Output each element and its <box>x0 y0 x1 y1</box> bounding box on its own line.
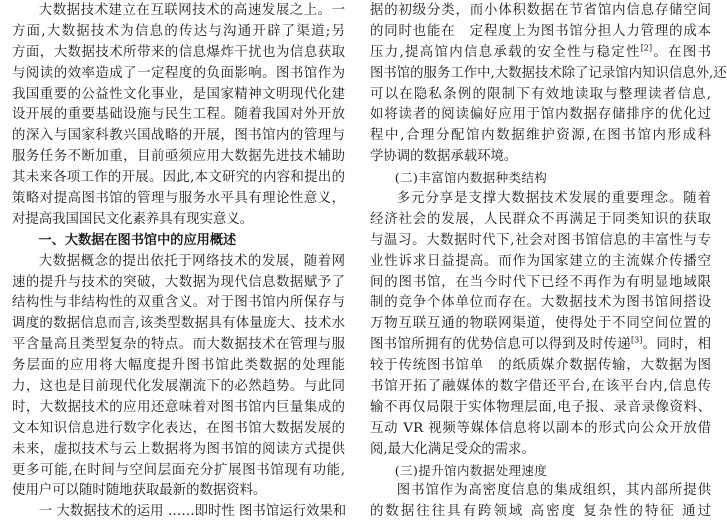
paragraph-line: 其未来各项工作的开展。因此,本文研究的内容和提出的 <box>12 170 345 186</box>
paragraph-line: 程中,合理分配馆内数据维护资源,在图书馆内形成科 <box>370 128 711 144</box>
paragraph-line: 的深入与国家科教兴国战略的开展，图书馆内的管理与 <box>12 128 345 144</box>
paragraph-line-with-footnote <box>370 335 711 356</box>
paragraph-line: 经济社会的发展，人民群众不再满足于同类知识的获取 <box>370 211 711 227</box>
paragraph-line: 更多可能,在时间与空间层面充分扩展图书馆现有功能, <box>12 462 345 478</box>
paragraph-line: 文本知识信息进行数字化表达，在图书馆大数据发展的 <box>12 420 345 436</box>
footnote-ref: [3] <box>630 335 643 345</box>
paragraph-line: 结构性与非结构性的双重含义。对于图书馆内所保存与 <box>12 295 345 311</box>
paragraph-line: 业性诉求日益提高。而作为国家建立的主流媒介传播空 <box>370 253 711 269</box>
footnote-ref: [2] <box>640 43 653 53</box>
paragraph-line: 互动 VR 视频等媒体信息将以副本的形式向公众开放借 <box>370 420 711 436</box>
paragraph-line: 制的竞争个体单位而存在。大数据技术为图书馆间搭设 <box>370 295 711 311</box>
paragraph-line: 方面,大数据技术为信息的传达与沟通开辟了渠道;另 <box>12 23 345 39</box>
paragraph-line: 务层面的应用将大幅度提升图书馆此类数据的处理能 <box>12 358 345 374</box>
paragraph-line: 与温习。大数据时代下,社会对图书馆信息的丰富性与专 <box>370 232 711 248</box>
paragraph-line: 速的提升与技术的突破，大数据为现代信息数据赋予了 <box>12 274 345 290</box>
paragraph-line-cut: 一 大数据技术的运用 ……即时性 图书馆运行效果和 <box>38 504 347 520</box>
paragraph-line: 多元分享是支撑大数据技术发展的重要理念。随着 <box>396 191 711 207</box>
line-text: 图书馆所拥有的优势信息可以得到及时传递 <box>370 337 631 353</box>
paragraph-line: 与阅读的效率造成了一定程度的负面影响。图书馆作为 <box>12 65 345 81</box>
paragraph-line: 大数据技术建立在互联网技术的高速发展之上。一 <box>38 3 345 18</box>
paragraph-line: 调度的数据信息而言,该类型数据具有体量庞大、技术水 <box>12 316 345 332</box>
paragraph-line: 对提高我国国民文化素养具有现实意义。 <box>12 211 254 227</box>
paragraph-line-cut: 的数据往往具有跨领域 高密度 复杂性的特征 通过 <box>370 504 711 520</box>
left-column <box>12 0 347 520</box>
line-text: 。同时，相 <box>642 337 712 353</box>
paragraph-line: 学协调的数据承载环境。 <box>370 149 518 165</box>
paragraph-line: 服务任务不断加重，目前亟须应用大数据先进技术辅助 <box>12 149 345 165</box>
paragraph-line: 力，这也是目前现代化发展潮流下的必然趋势。与此同 <box>12 379 345 395</box>
paragraph-line: 可以在隐私条例的限制下有效地读取与整理读者信息, <box>370 86 711 102</box>
paragraph-line: 如将读者的阅读偏好应用于馆内数据存储排序的优化过 <box>370 107 711 123</box>
paragraph-line: 策略对提高图书馆的管理与服务水平具有理论性意义， <box>12 191 345 207</box>
paragraph-line: 时，大数据技术的应用还意味着对图书馆内巨量集成的 <box>12 399 345 415</box>
paragraph-line: 书馆开拓了融媒体的数字借还平台,在该平台内,信息传 <box>370 379 711 395</box>
paragraph-line: 未来，虚拟技术与云上数据将为图书馆的阅读方式提供 <box>12 441 345 457</box>
paragraph-line: 设开展的重要基础设施与民生工程。随着我国对外开放 <box>12 107 345 123</box>
section-heading: 一、大数据在图书馆中的应用概述 <box>38 232 237 248</box>
paragraph-line: 间的图书馆，在当今时代下已经不再作为有明显地域限 <box>370 274 711 290</box>
paragraph-line: 阅,最大化满足受众的需求。 <box>370 441 535 457</box>
paragraph-line: 的同时也能在 定程度上为图书馆分担人力管理的成本 <box>370 23 711 39</box>
paragraph-line: 输不再仅局限于实体物理层面,电子报、录音录像资料、 <box>370 399 711 415</box>
paragraph-line-with-footnote <box>370 43 711 64</box>
paragraph-line: 图书馆作为高密度信息的集成组织，其内部所提供 <box>396 483 711 499</box>
paragraph-line: 大数据概念的提出依托于网络技术的发展，随着网 <box>38 253 345 269</box>
paragraph-line: 使用户可以随时随地获取最新的数据资料。 <box>12 483 267 499</box>
subsection-heading: (二)丰富馆内数据种类结构 <box>394 170 548 186</box>
paragraph-line: 我国重要的公益性文化事业，是国家精神文明现代化建 <box>12 86 345 102</box>
paragraph-line: 方面，大数据技术所带来的信息爆炸干扰也为信息获取 <box>12 44 345 60</box>
right-column <box>370 0 727 520</box>
line-text: 。在图书 <box>652 44 711 60</box>
subsection-heading: (三)提升馆内数据处理速度 <box>394 462 548 478</box>
paragraph-line: 据的初级分类，而小体积数据在节省馆内信息存储空间 <box>370 3 711 18</box>
paragraph-line: 图书馆的服务工作中,大数据技术除了记录馆内知识信息外,还 <box>370 65 727 81</box>
paragraph-line: 较于传统图书馆单 的纸质媒介数据传输，大数据为图 <box>370 358 711 374</box>
paragraph-line: 万物互联互通的物联网渠道，使得处于不同空间位置的 <box>370 316 711 332</box>
line-text: 压力,提高馆内信息承载的安全性与稳定性 <box>370 44 641 60</box>
paragraph-line: 平含量高且类型复杂的特点。而大数据技术在管理与服 <box>12 337 345 353</box>
